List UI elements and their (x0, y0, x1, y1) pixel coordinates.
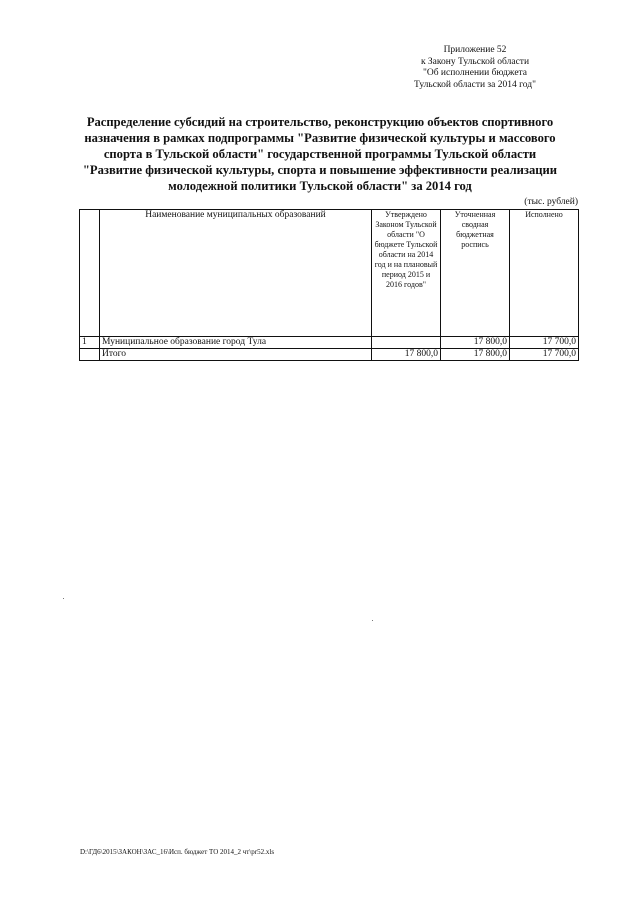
document-title (70, 114, 570, 194)
appendix-line: Приложение 52 (443, 45, 507, 55)
row-approved (372, 337, 441, 349)
appendix-block (380, 45, 570, 91)
units-label: (тыс. рублей) (524, 197, 578, 207)
header-revised: Уточненная сводная бюджетная роспись (441, 210, 510, 337)
title-line: спорта в Тульской области" государственной программы Тульской области (103, 147, 537, 161)
row-num (80, 349, 100, 361)
table-row-total (80, 349, 579, 361)
subsidy-table (79, 209, 579, 361)
appendix-line: к Закону Тульской области (420, 56, 530, 67)
row-name: Итого (100, 349, 372, 361)
row-num: 1 (80, 337, 100, 349)
row-executed: 17 700,0 (510, 349, 579, 361)
header-name: Наименование муниципальных образований (100, 210, 372, 337)
scan-speck (63, 598, 64, 599)
header-executed: Исполнено (510, 210, 579, 337)
header-approved: Утверждено Законом Тульской области "О бюджете Тульской области на 2014 год и на плановый период 2015 и 2016 годов" (372, 210, 441, 337)
title-line: Распределение субсидий на строительство, реконструкцию объектов спортивного (86, 115, 554, 129)
file-path-footer: D:\ГД6\2015\ЗАКОН\ЗАС_16\Исп. бюджет ТО 2014_2 чт\pr52.xls (80, 848, 275, 856)
scan-speck (372, 620, 373, 621)
row-revised: 17 800,0 (441, 349, 510, 361)
table-header-row (80, 210, 579, 337)
header-num (80, 210, 100, 337)
row-revised: 17 800,0 (441, 337, 510, 349)
row-executed: 17 700,0 (510, 337, 579, 349)
title-line: молодежной политики Тульской области" за 2014 год (168, 179, 472, 193)
title-line: назначения в рамках подпрограммы "Развитие физической культуры и массового (84, 131, 556, 145)
row-name: Муниципальное образование город Тула (100, 337, 372, 349)
title-line: "Развитие физической культуры, спорта и повышение эффективности реализации (82, 163, 558, 177)
appendix-line: Тульской области за 2014 год" (414, 79, 536, 90)
appendix-line: "Об исполнении бюджета (422, 68, 528, 78)
row-approved: 17 800,0 (372, 349, 441, 361)
table-row (80, 337, 579, 349)
